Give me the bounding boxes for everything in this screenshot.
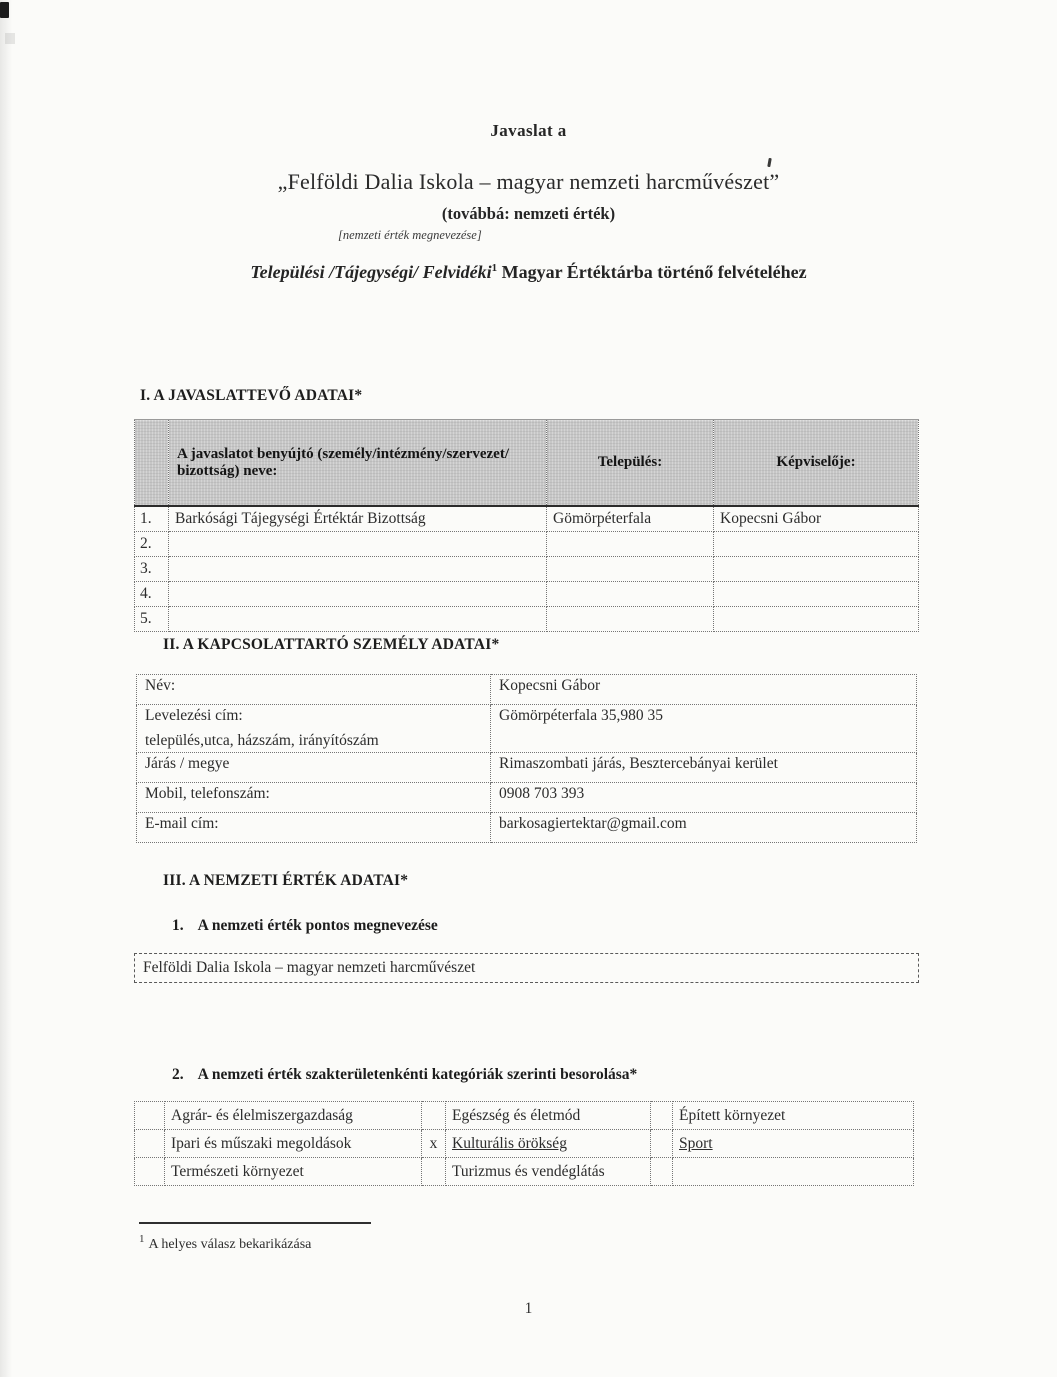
section2-heading: II. A KAPCSOLATTARTÓ SZEMÉLY ADATAI* bbox=[163, 636, 500, 653]
proposer-header-row bbox=[135, 420, 919, 507]
row-number: 2. bbox=[135, 532, 169, 557]
proposer-kepviseloje-cell bbox=[714, 607, 919, 632]
category-checkbox bbox=[135, 1158, 165, 1186]
table-row bbox=[137, 753, 917, 783]
contact-label-cell bbox=[137, 813, 491, 843]
doc-subtitle-bracket-note: [nemzeti érték megnevezése] bbox=[338, 228, 482, 242]
contact-label-cell bbox=[137, 783, 491, 813]
contact-sublabel: település,utca, házszám, irányítószám bbox=[145, 732, 379, 749]
contact-label: Név: bbox=[145, 677, 176, 694]
category-table bbox=[134, 1101, 914, 1186]
point1-heading bbox=[172, 917, 438, 935]
category-label: Egészség és életmód bbox=[446, 1102, 651, 1130]
proposer-col-telepules: Település: bbox=[547, 420, 714, 507]
proposer-kepviseloje-cell bbox=[714, 557, 919, 582]
scan-artifact-corner bbox=[0, 2, 9, 18]
contact-label: Járás / megye bbox=[145, 755, 230, 772]
proposer-name-cell: Barkósági Tájegységi Értéktár Bizottság bbox=[169, 506, 547, 532]
category-label: Ipari és műszaki megoldások bbox=[165, 1130, 422, 1158]
point1-label: A nemzeti érték pontos megnevezése bbox=[197, 917, 438, 934]
category-label bbox=[673, 1158, 914, 1186]
page-number: 1 bbox=[524, 1300, 533, 1317]
category-label-underlined: Sport bbox=[673, 1130, 914, 1158]
category-checkbox bbox=[135, 1130, 165, 1158]
table-row bbox=[135, 1102, 914, 1130]
category-checkbox bbox=[422, 1102, 446, 1130]
proposer-name-cell bbox=[169, 532, 547, 557]
contact-table bbox=[136, 674, 917, 843]
table-row bbox=[137, 783, 917, 813]
contact-value-cell: 0908 703 393 bbox=[491, 783, 917, 813]
row-number: 1. bbox=[135, 506, 169, 532]
table-row bbox=[137, 705, 917, 753]
proposer-name-cell bbox=[169, 607, 547, 632]
doc-subtitle-line bbox=[0, 262, 1057, 283]
category-checkbox bbox=[135, 1102, 165, 1130]
proposer-name-cell bbox=[169, 582, 547, 607]
contact-label-cell bbox=[137, 753, 491, 783]
table-row bbox=[137, 675, 917, 705]
category-label: Épített környezet bbox=[673, 1102, 914, 1130]
row-number: 3. bbox=[135, 557, 169, 582]
row-number: 4. bbox=[135, 582, 169, 607]
point1-number: 1. bbox=[172, 917, 184, 934]
section1-heading: I. A JAVASLATTEVŐ ADATAI* bbox=[140, 387, 363, 404]
subtitle-footnote-ref: 1 bbox=[491, 262, 498, 274]
table-row bbox=[135, 1158, 914, 1186]
footnote-text: A helyes válasz bekarikázása bbox=[148, 1236, 312, 1252]
proposer-name-cell bbox=[169, 557, 547, 582]
contact-label-cell bbox=[137, 675, 491, 705]
contact-label: Mobil, telefonszám: bbox=[145, 785, 270, 802]
category-checkbox-selected: x bbox=[422, 1130, 446, 1158]
table-row bbox=[135, 582, 919, 607]
doc-subtitle-parenthetical: (továbbá: nemzeti érték) bbox=[441, 204, 616, 223]
contact-value-cell: Gömörpéterfala 35,980 35 bbox=[491, 705, 917, 753]
contact-label: E-mail cím: bbox=[145, 815, 219, 832]
proposer-col-name: A javaslatot benyújtó (személy/intézmény/szervezet/ bizottság) neve: bbox=[169, 420, 547, 507]
contact-label-cell bbox=[137, 705, 491, 753]
section3-heading: III. A NEMZETI ÉRTÉK ADATAI* bbox=[163, 872, 409, 889]
proposer-telepules-cell: Gömörpéterfala bbox=[547, 506, 714, 532]
point2-heading bbox=[172, 1066, 637, 1084]
category-label: Turizmus és vendéglátás bbox=[446, 1158, 651, 1186]
proposer-table bbox=[134, 419, 919, 632]
row-number: 5. bbox=[135, 607, 169, 632]
doc-heading-line1: Javaslat a bbox=[490, 121, 567, 140]
proposer-telepules-cell bbox=[547, 532, 714, 557]
national-value-name-box: Felföldi Dalia Iskola – magyar nemzeti harcművészet bbox=[134, 953, 919, 983]
footnote-marker: 1 bbox=[139, 1233, 145, 1245]
table-row bbox=[135, 557, 919, 582]
category-label-selected: Kulturális örökség bbox=[446, 1130, 651, 1158]
table-row bbox=[135, 607, 919, 632]
footnote bbox=[139, 1233, 311, 1253]
category-label: Természeti környezet bbox=[165, 1158, 422, 1186]
table-row bbox=[135, 1130, 914, 1158]
category-label: Agrár- és élelmiszergazdaság bbox=[165, 1102, 422, 1130]
scan-artifact-blob bbox=[5, 33, 15, 44]
subtitle-region-options: Települési /Tájegységi/ Felvidéki bbox=[250, 262, 492, 282]
contact-label: Levelezési cím: bbox=[145, 707, 243, 724]
doc-title: „Felföldi Dalia Iskola – magyar nemzeti harcművészet” bbox=[277, 169, 780, 194]
contact-value-cell: Rimaszombati járás, Besztercebányai kerület bbox=[491, 753, 917, 783]
subtitle-rest: Magyar Értéktárba történő felvételéhez bbox=[497, 262, 807, 282]
point2-number: 2. bbox=[172, 1066, 184, 1083]
category-checkbox bbox=[651, 1158, 673, 1186]
point2-label: A nemzeti érték szakterületenkénti kategóriák szerinti besorolása* bbox=[197, 1066, 638, 1083]
proposer-telepules-cell bbox=[547, 582, 714, 607]
proposer-kepviseloje-cell bbox=[714, 532, 919, 557]
contact-value-cell: barkosagiertektar@gmail.com bbox=[491, 813, 917, 843]
proposer-kepviseloje-cell bbox=[714, 582, 919, 607]
table-row bbox=[135, 532, 919, 557]
scan-artifact-tick bbox=[767, 158, 772, 167]
proposer-kepviseloje-cell: Kopecsni Gábor bbox=[714, 506, 919, 532]
proposer-telepules-cell bbox=[547, 607, 714, 632]
category-checkbox bbox=[651, 1102, 673, 1130]
proposer-telepules-cell bbox=[547, 557, 714, 582]
proposer-col-kepviseloje: Képviselője: bbox=[714, 420, 919, 507]
proposer-col-index bbox=[135, 420, 169, 507]
contact-value-cell: Kopecsni Gábor bbox=[491, 675, 917, 705]
table-row bbox=[135, 506, 919, 532]
footnote-divider bbox=[139, 1222, 371, 1224]
category-checkbox bbox=[651, 1130, 673, 1158]
table-row bbox=[137, 813, 917, 843]
category-checkbox bbox=[422, 1158, 446, 1186]
